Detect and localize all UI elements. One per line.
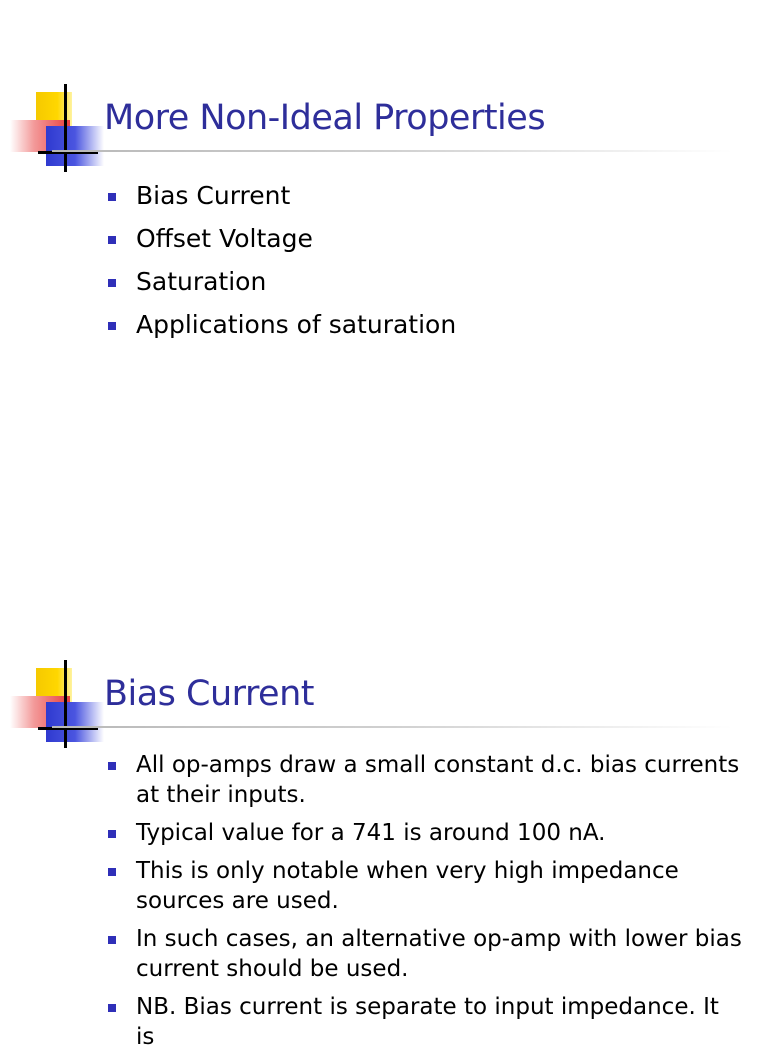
bullet-square-icon [108,279,116,287]
bullet-square-icon [108,936,116,944]
bullet-square-icon [108,236,116,244]
bullet-text: Offset Voltage [136,224,313,253]
list-item [104,174,456,217]
bullet-text: This is only notable when very high impedance sources are used. [136,858,679,914]
bullet-square-icon [108,868,116,876]
title-divider [52,150,732,152]
list-item [104,818,744,848]
bullet-square-icon [108,1004,116,1012]
list-item [104,750,744,810]
bullet-text: Saturation [136,267,267,296]
bullet-text: Applications of saturation [136,310,457,339]
title-divider [52,726,732,728]
bullet-square-icon [108,193,116,201]
bullet-list [104,750,744,1060]
bullet-square-icon [108,830,116,838]
list-item [104,303,456,346]
bullet-list [104,174,456,346]
list-item [104,260,456,303]
bullet-text: NB. Bias current is separate to input impedance. It is [136,994,719,1050]
bullet-square-icon [108,322,116,330]
list-item [104,992,744,1052]
list-item [104,856,744,916]
bullet-text: All op-amps draw a small constant d.c. bias currents at their inputs. [136,752,740,808]
bullet-text: Typical value for a 741 is around 100 nA. [136,820,606,846]
bullet-square-icon [108,762,116,770]
list-item [104,217,456,260]
bullet-text: Bias Current [136,181,291,210]
bullet-text: In such cases, an alternative op-amp with lower bias current should be used. [136,926,742,982]
list-item [104,924,744,984]
slide-title: More Non-Ideal Properties [104,98,546,138]
slide-title: Bias Current [104,674,314,714]
